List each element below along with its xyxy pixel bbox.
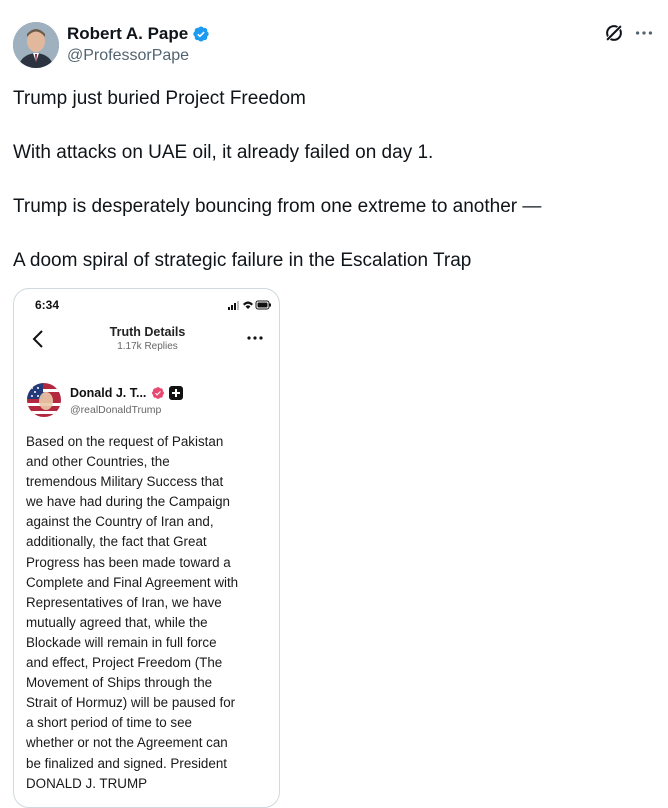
truth-author-avatar[interactable] xyxy=(27,383,61,417)
truth-author-handle: @realDonaldTrump xyxy=(70,404,162,416)
status-bar-time: 6:34 xyxy=(35,298,60,312)
tweet-paragraph: A doom spiral of strategic failure in the Escalation Trap xyxy=(13,250,472,271)
tweet-paragraph: With attacks on UAE oil, it already failed on day 1. xyxy=(13,142,434,163)
author-handle[interactable]: @ProfessorPape xyxy=(67,47,190,64)
plus-badge-icon xyxy=(169,386,183,400)
tweet-header xyxy=(13,22,656,68)
truth-verified-badge-icon xyxy=(151,386,165,400)
truth-author-name[interactable]: Donald J. T... xyxy=(70,386,147,400)
author-avatar[interactable] xyxy=(13,22,59,68)
grok-icon[interactable] xyxy=(603,22,625,44)
tweet-paragraph: Trump is desperately bouncing from one extreme to another — xyxy=(13,196,542,217)
author-name-row xyxy=(67,24,210,44)
author-name[interactable]: Robert A. Pape xyxy=(67,24,189,43)
truth-replies-count: 1.17k Replies xyxy=(117,341,178,352)
truth-author-row xyxy=(70,386,183,400)
author-block xyxy=(67,24,210,67)
attached-screenshot[interactable] xyxy=(13,288,280,808)
more-options-icon[interactable] xyxy=(633,22,655,44)
truth-details-title: Truth Details xyxy=(109,325,186,339)
verified-badge-icon xyxy=(192,25,210,43)
tweet-text xyxy=(13,86,653,274)
tweet-paragraph: Trump just buried Project Freedom xyxy=(13,88,306,109)
truth-post-body: Based on the request of Pakistan and other Countries, the tremendous Military Success that we have had during the Campaign against the Country of Iran and, additionally, the fact that Great Progress has been made toward a Complete and Final Agreement with Representatives of Iran, we have mutually agreed that, while the Blockade will remain in full force and effect, Project Freedom (The Movement of Ships through the Strait of Hormuz) will be paused for a short period of time to see whether or not the Agreement can be finalized and signed. President DONALD J. TRUMP xyxy=(26,434,239,791)
truth-more-icon[interactable] xyxy=(247,335,263,341)
status-bar-icons xyxy=(228,299,272,311)
